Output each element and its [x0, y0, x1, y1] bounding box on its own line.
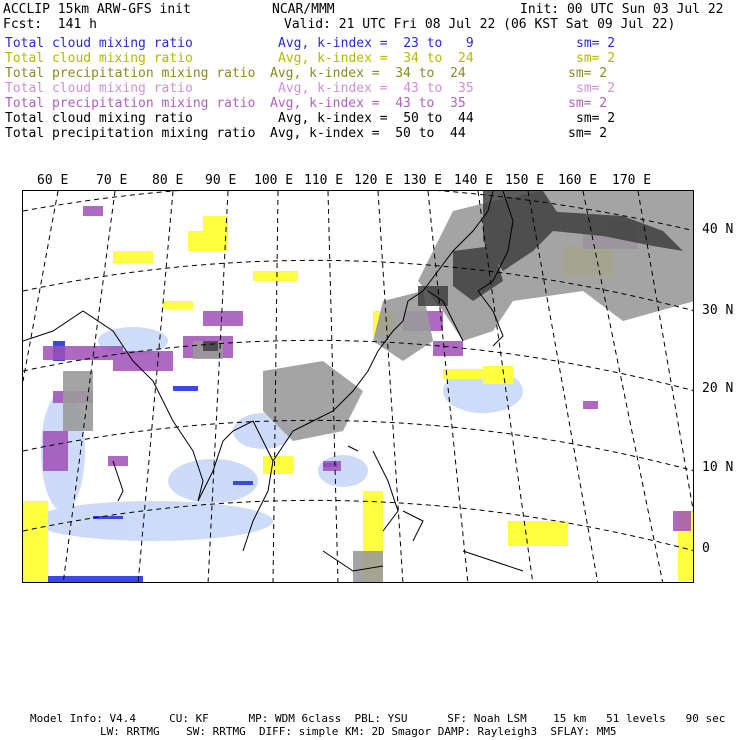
forecast-hour: Fcst: 141 h	[3, 17, 97, 32]
legend-row-3-field: Total precipitation mixing ratio	[5, 66, 256, 81]
model-info-line-2: LW: RRTMG SW: RRTMG DIFF: simple KM: 2D Smagor DAMP: Rayleigh3 SFLAY: MM5	[100, 725, 617, 738]
lon-label-90e: 90 E	[205, 173, 237, 188]
legend-row-6-sm: sm= 2	[576, 111, 616, 126]
legend-row-1-sm: sm= 2	[576, 36, 616, 51]
legend-row-2-sm: sm= 2	[576, 51, 616, 66]
legend-row-4-sm: sm= 2	[576, 81, 616, 96]
lon-label-60e: 60 E	[37, 173, 69, 188]
legend-row-7-field: Total precipitation mixing ratio	[5, 126, 256, 141]
legend-row-4-avg: Avg, k-index = 43 to 35	[278, 81, 474, 96]
legend-row-1-avg: Avg, k-index = 23 to 9	[278, 36, 474, 51]
legend-row-4-field: Total cloud mixing ratio	[5, 81, 193, 96]
lon-label-140e: 140 E	[454, 173, 494, 188]
legend-row-5-sm: sm= 2	[568, 96, 608, 111]
legend-row-5-avg: Avg, k-index = 43 to 35	[270, 96, 466, 111]
org-label: NCAR/MMM	[272, 2, 335, 17]
lon-label-110e: 110 E	[304, 173, 344, 188]
lon-label-120e: 120 E	[354, 173, 394, 188]
map-panel	[22, 190, 694, 583]
legend-row-2-field: Total cloud mixing ratio	[5, 51, 193, 66]
lon-label-150e: 150 E	[505, 173, 545, 188]
lat-label-30n: 30 N	[702, 303, 734, 318]
lat-label-0: 0	[702, 541, 710, 556]
legend-row-1-field: Total cloud mixing ratio	[5, 36, 193, 51]
lon-label-160e: 160 E	[558, 173, 598, 188]
model-info-line-1: Model Info: V4.4 CU: KF MP: WDM 6class PBL: YSU SF: Noah LSM 15 km 51 levels 90 sec	[30, 712, 726, 725]
lat-label-20n: 20 N	[702, 381, 734, 396]
legend-row-3-avg: Avg, k-index = 34 to 24	[270, 66, 466, 81]
map-canvas	[23, 191, 694, 583]
legend-row-6-avg: Avg, k-index = 50 to 44	[278, 111, 474, 126]
model-title: ACCLIP 15km ARW-GFS init	[3, 2, 191, 17]
legend-row-5-field: Total precipitation mixing ratio	[5, 96, 256, 111]
lon-label-130e: 130 E	[403, 173, 443, 188]
init-time: Init: 00 UTC Sun 03 Jul 22	[520, 2, 724, 17]
lon-label-80e: 80 E	[152, 173, 184, 188]
lon-label-70e: 70 E	[96, 173, 128, 188]
lat-label-10n: 10 N	[702, 460, 734, 475]
legend-row-6-field: Total cloud mixing ratio	[5, 111, 193, 126]
legend-row-2-avg: Avg, k-index = 34 to 24	[278, 51, 474, 66]
valid-time: Valid: 21 UTC Fri 08 Jul 22 (06 KST Sat 09 Jul 22)	[284, 17, 676, 32]
legend-row-7-sm: sm= 2	[568, 126, 608, 141]
lon-label-170e: 170 E	[612, 173, 652, 188]
lon-label-100e: 100 E	[254, 173, 294, 188]
legend-row-7-avg: Avg, k-index = 50 to 44	[270, 126, 466, 141]
lat-label-40n: 40 N	[702, 222, 734, 237]
legend-row-3-sm: sm= 2	[568, 66, 608, 81]
